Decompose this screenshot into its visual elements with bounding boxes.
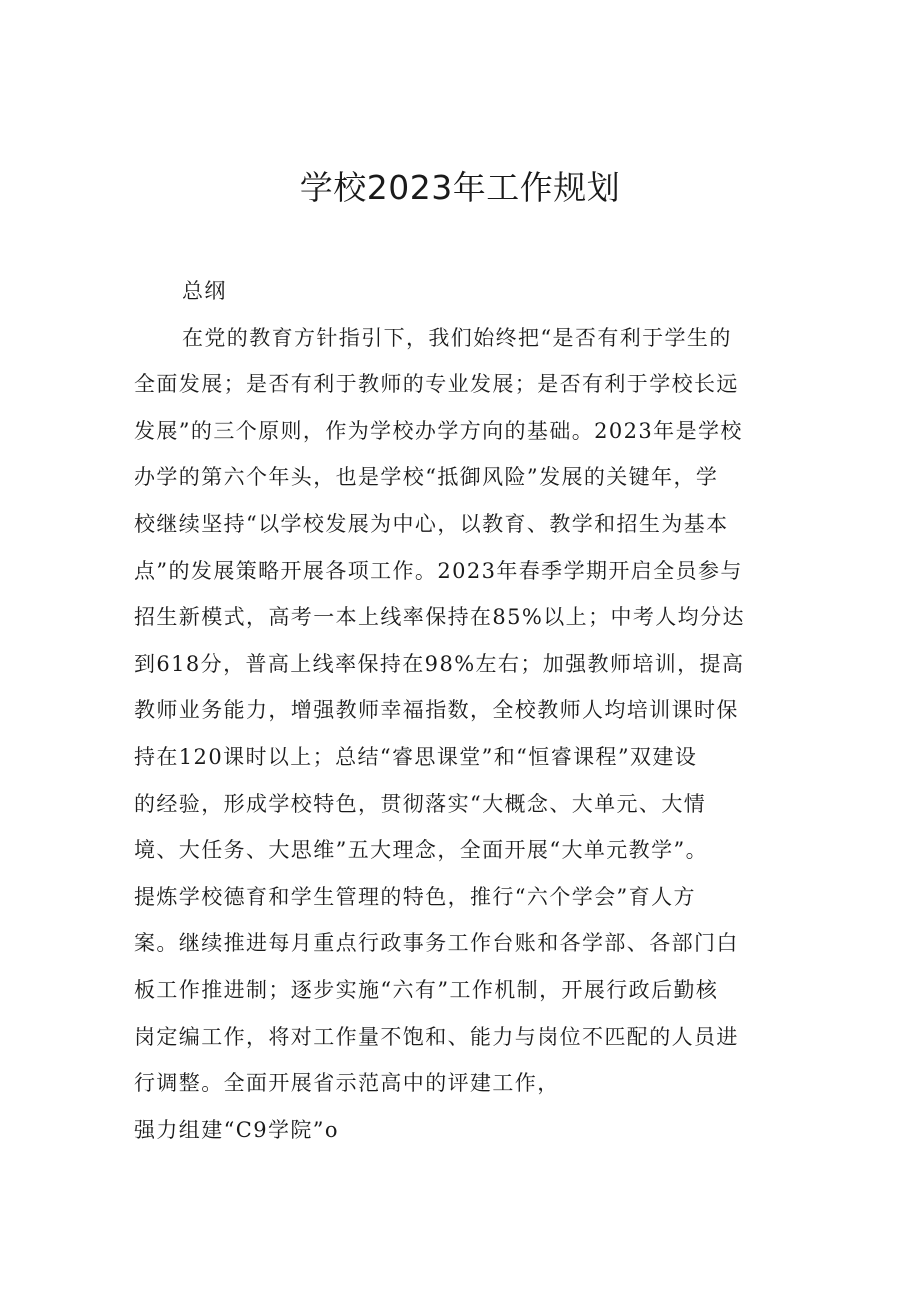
paragraph-line: 到618分，普高上线率保持在98%左右；加强教师培训，提高	[134, 651, 745, 676]
document-body	[134, 268, 774, 1153]
paragraph-line: 校继续坚持“以学校发展为中心，以教育、教学和招生为基本	[134, 511, 729, 536]
paragraph-line: 全面发展；是否有利于教师的专业发展；是否有利于学校长远	[134, 372, 739, 397]
paragraph-line: 行调整。全面开展省示范高中的评建工作，	[134, 1071, 560, 1096]
section-heading: 总纲	[182, 279, 227, 303]
paragraph-line: 案。继续推进每月重点行政事务工作台账和各学部、各部门白	[134, 931, 739, 956]
main-paragraph	[134, 315, 774, 1107]
paragraph-line: 发展”的三个原则，作为学校办学方向的基础。2023年是学校	[134, 418, 743, 443]
paragraph-line: 持在120课时以上；总结“睿思课堂”和“恒睿课程”双建设	[134, 744, 698, 769]
paragraph-line: 提炼学校德育和学生管理的特色，推行“六个学会”育人方	[134, 884, 696, 909]
paragraph-line: 招生新模式，高考一本上线率保持在85%以上；中考人均分达	[134, 605, 745, 630]
paragraph-line: 板工作推进制；逐步实施“六有”工作机制，开展行政后勤核	[134, 977, 719, 1002]
paragraph-line: 在党的教育方针指引下，我们始终把“是否有利于学生的	[182, 325, 732, 350]
paragraph-line: 境、大任务、大思维”五大理念，全面开展“大单元教学”。	[134, 838, 709, 863]
document-title: 学校2023年工作规划	[299, 168, 621, 207]
paragraph-line: 教师业务能力，增强教师幸福指数，全校教师人均培训课时保	[134, 698, 739, 723]
paragraph-line: 岗定编工作，将对工作量不饱和、能力与岗位不匹配的人员进	[134, 1024, 739, 1049]
closing-line: 强力组建“C9学院”o	[134, 1117, 339, 1142]
paragraph-line: 点”的发展策略开展各项工作。2023年春季学期开启全员参与	[134, 558, 743, 583]
paragraph-line: 办学的第六个年头，也是学校“抵御风险”发展的关键年，学	[134, 465, 719, 490]
paragraph-line: 的经验，形成学校特色，贯彻落实“大概念、大单元、大情	[134, 791, 707, 816]
